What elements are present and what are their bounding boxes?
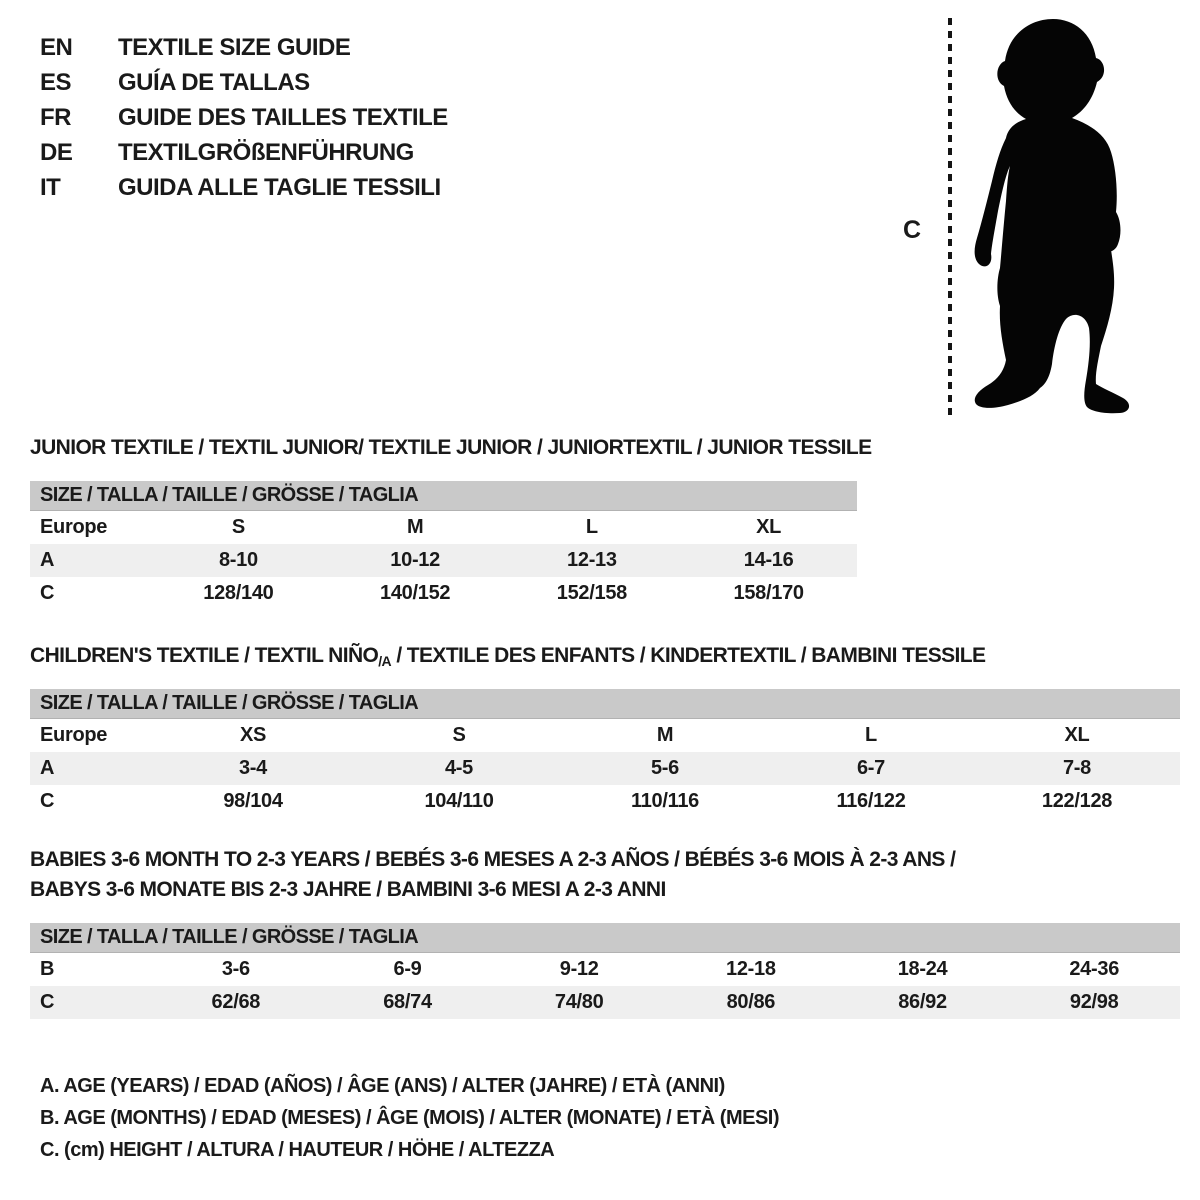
table-cell: 152/158 bbox=[556, 582, 627, 604]
babies-textile-section bbox=[30, 845, 1180, 1019]
children-age-row bbox=[30, 752, 1180, 785]
table-cell: 12-18 bbox=[726, 958, 776, 980]
table-cell: 6-9 bbox=[393, 958, 422, 980]
table-cell: 158/170 bbox=[733, 582, 804, 604]
table-cell: 12-13 bbox=[567, 549, 617, 571]
height-measure-label: C bbox=[903, 216, 922, 244]
table-cell: 9-12 bbox=[559, 958, 599, 980]
language-code: EN bbox=[40, 34, 73, 61]
junior-section-title: JUNIOR TEXTILE / TEXTIL JUNIOR/ TEXTILE JUNIOR / JUNIORTEXTIL / JUNIOR TESSILE bbox=[30, 436, 872, 459]
table-cell: 98/104 bbox=[223, 790, 283, 812]
legend-line-c: C. (cm) HEIGHT / ALTURA / HAUTEUR / HÖHE / ALTEZZA bbox=[40, 1139, 555, 1161]
size-column-header: XL bbox=[1064, 724, 1090, 746]
row-label: B bbox=[40, 958, 55, 980]
language-code: IT bbox=[40, 174, 61, 201]
table-cell: 14-16 bbox=[743, 549, 794, 571]
size-column-header: M bbox=[406, 516, 424, 538]
language-row bbox=[40, 30, 448, 65]
table-cell: 104/110 bbox=[424, 790, 494, 812]
language-title-list bbox=[40, 30, 448, 205]
row-label: Europe bbox=[40, 516, 108, 538]
language-row bbox=[40, 135, 448, 170]
language-code: ES bbox=[40, 69, 72, 96]
table-cell: 128/140 bbox=[203, 582, 274, 604]
children-textile-section bbox=[30, 644, 1180, 818]
size-column-header: XS bbox=[239, 724, 267, 746]
table-cell: 4-5 bbox=[444, 757, 473, 779]
children-section-title bbox=[30, 644, 1180, 669]
children-title-prefix: CHILDREN'S TEXTILE / TEXTIL NIÑO bbox=[30, 644, 379, 667]
table-cell: 80/86 bbox=[726, 991, 776, 1013]
size-column-header: L bbox=[865, 724, 877, 746]
children-size-header-bar: SIZE / TALLA / TAILLE / GRÖSSE / TAGLIA bbox=[30, 689, 1180, 719]
table-cell: 24-36 bbox=[1069, 958, 1120, 980]
table-cell: 7-8 bbox=[1062, 757, 1091, 779]
children-title-subscript: /A bbox=[378, 653, 392, 669]
children-height-row bbox=[30, 785, 1180, 818]
height-dashed-line bbox=[948, 18, 952, 416]
table-cell: 3-4 bbox=[238, 757, 267, 779]
babies-title-line2: BABYS 3-6 MONATE BIS 2-3 JAHRE / BAMBINI 3-6 MESI A 2-3 ANNI bbox=[30, 878, 666, 901]
guide-title: TEXTILE SIZE GUIDE bbox=[118, 34, 351, 61]
size-column-header: XL bbox=[756, 516, 782, 538]
children-region-row bbox=[30, 719, 1180, 752]
size-column-header: L bbox=[585, 516, 598, 538]
table-cell: 86/92 bbox=[898, 991, 947, 1013]
row-label: Europe bbox=[40, 724, 108, 746]
row-label: A bbox=[40, 757, 55, 779]
table-cell: 3-6 bbox=[221, 958, 250, 980]
table-cell: 92/98 bbox=[1069, 991, 1119, 1013]
babies-height-row bbox=[30, 986, 1180, 1019]
table-cell: 62/68 bbox=[211, 991, 261, 1013]
table-cell: 10-12 bbox=[390, 549, 440, 571]
guide-title: GUÍA DE TALLAS bbox=[118, 69, 310, 96]
table-cell: 122/128 bbox=[1041, 790, 1113, 812]
guide-title: TEXTILGRÖßENFÜHRUNG bbox=[118, 139, 414, 166]
language-row bbox=[40, 170, 448, 205]
guide-title: GUIDE DES TAILLES TEXTILE bbox=[118, 104, 448, 131]
row-label: C bbox=[40, 790, 55, 812]
table-cell: 74/80 bbox=[554, 991, 604, 1013]
size-column-header: S bbox=[452, 724, 466, 746]
language-row bbox=[40, 65, 448, 100]
table-cell: 140/152 bbox=[380, 582, 451, 604]
guide-title: GUIDA ALLE TAGLIE TESSILI bbox=[118, 174, 441, 201]
junior-region-row bbox=[30, 511, 857, 544]
language-row bbox=[40, 100, 448, 135]
legend-line-a: A. AGE (YEARS) / EDAD (AÑOS) / ÂGE (ANS) / ALTER (JAHRE) / ETÀ (ANNI) bbox=[40, 1075, 725, 1097]
babies-section-title bbox=[30, 845, 1180, 905]
children-title-suffix: / TEXTILE DES ENFANTS / KINDERTEXTIL / BAMBINI TESSILE bbox=[391, 644, 986, 667]
legend bbox=[40, 1070, 779, 1166]
language-code: FR bbox=[40, 104, 71, 131]
junior-age-row bbox=[30, 544, 857, 577]
language-code: DE bbox=[40, 139, 73, 166]
table-cell: 116/122 bbox=[836, 790, 906, 812]
table-cell: 8-10 bbox=[218, 549, 258, 571]
table-cell: 18-24 bbox=[897, 958, 948, 980]
toddler-silhouette bbox=[960, 16, 1140, 416]
junior-textile-section bbox=[30, 436, 872, 610]
table-cell: 68/74 bbox=[383, 991, 432, 1013]
table-cell: 6-7 bbox=[856, 757, 885, 779]
babies-size-header-bar: SIZE / TALLA / TAILLE / GRÖSSE / TAGLIA bbox=[30, 923, 1180, 953]
legend-line-b: B. AGE (MONTHS) / EDAD (MESES) / ÂGE (MOIS) / ALTER (MONATE) / ETÀ (MESI) bbox=[40, 1107, 780, 1129]
size-column-header: S bbox=[231, 516, 245, 538]
junior-size-header-bar: SIZE / TALLA / TAILLE / GRÖSSE / TAGLIA bbox=[30, 481, 857, 511]
row-label: A bbox=[40, 549, 55, 571]
table-cell: 110/116 bbox=[631, 790, 699, 812]
size-column-header: M bbox=[656, 724, 674, 746]
babies-title-line1: BABIES 3-6 MONTH TO 2-3 YEARS / BEBÉS 3-6 MESES A 2-3 AÑOS / BÉBÉS 3-6 MOIS À 2-3 ANS / bbox=[30, 848, 956, 871]
babies-months-row bbox=[30, 953, 1180, 986]
table-cell: 5-6 bbox=[650, 757, 679, 779]
row-label: C bbox=[40, 582, 55, 604]
row-label: C bbox=[40, 991, 55, 1013]
junior-height-row bbox=[30, 577, 857, 610]
